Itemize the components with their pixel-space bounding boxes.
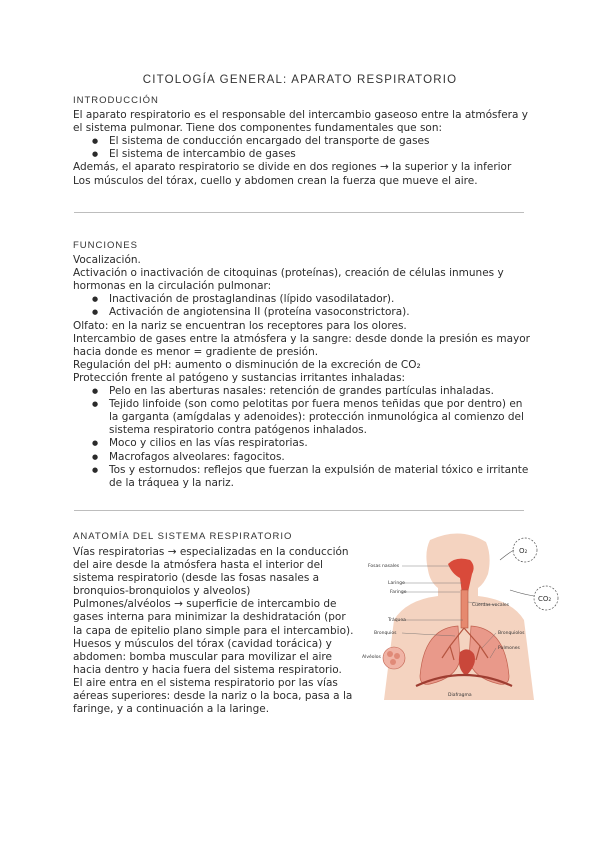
intro-paragraph-3: Los músculos del tórax, cuello y abdomen crean la fuerza que mueve el aire. bbox=[73, 174, 478, 187]
anatomia-paragraph-1: Vías respiratorias → especializadas en la conducción del aire desde la atmósfera hasta el interior del sistema respiratorio (desde las fosas nasales a bronquios-bronquiolos y alveolos) bbox=[73, 546, 349, 598]
divider-1 bbox=[74, 212, 524, 213]
funciones-bullet-7: ● Tos y estornudos: reflejos que fuerzan la expulsión de material tóxico e irritante de la tráquea y la nariz. bbox=[109, 464, 535, 490]
funciones-paragraph-4: Intercambio de gases entre la atmósfera y la sangre: desde donde la presión es mayor hacia donde es menor = gradiente de presión. bbox=[73, 332, 530, 358]
label-laringe: Laringe bbox=[388, 581, 405, 586]
funciones-paragraph-1: Vocalización. bbox=[73, 254, 141, 267]
funciones-bullet-4: ● Tejido linfoide (son como pelotitas por fuera menos teñidas que por dentro) en la garganta (amígdalas y adenoides): protección inmunológica al comienzo del sistema respiratorio contra patógenos inhalados. bbox=[109, 398, 535, 437]
co2-label: CO₂ bbox=[538, 595, 552, 603]
o2-arrow bbox=[500, 550, 514, 560]
respiratory-illustration bbox=[360, 530, 560, 700]
page-title: CITOLOGÍA GENERAL: APARATO RESPIRATORIO bbox=[142, 74, 458, 86]
anatomia-heading: ANATOMÍA DEL SISTEMA RESPIRATORIO bbox=[73, 531, 293, 542]
divider-2 bbox=[74, 510, 524, 511]
alveoli-cluster bbox=[383, 647, 405, 669]
o2-label: O₂ bbox=[519, 547, 528, 555]
funciones-paragraph-3: Olfato: en la nariz se encuentran los receptores para los olores. bbox=[73, 319, 407, 332]
respiratory-system-figure bbox=[360, 530, 560, 700]
anatomia-text bbox=[73, 546, 358, 716]
funciones-heading: FUNCIONES bbox=[73, 240, 138, 251]
intro-section bbox=[73, 94, 535, 188]
intro-heading: INTRODUCCIÓN bbox=[73, 95, 159, 106]
anatomia-paragraph-3: Huesos y músculos del tórax (cavidad torácica) y abdomen: bomba muscular para movilizar el aire hacia dentro y hacia fuera del sistema respiratorio. bbox=[73, 637, 342, 676]
alveolus bbox=[390, 659, 396, 665]
label-faringe: Faringe bbox=[390, 590, 407, 595]
trachea bbox=[461, 590, 468, 628]
funciones-bullet-3: ● Pelo en las aberturas nasales: retención de grandes partículas inhaladas. bbox=[109, 385, 535, 398]
anatomia-paragraph-2: Pulmones/alvéolos → superficie de intercambio de gases interna para minimizar la deshidratación (por la capa de epitelio plano simple para el intercambio). bbox=[73, 598, 354, 637]
label-bronquiolos: Bronquiolos bbox=[498, 631, 525, 636]
alveolus bbox=[387, 651, 393, 657]
intro-paragraph-1: El aparato respiratorio es el responsable del intercambio gaseoso entre la atmósfera y el sistema pulmonar. Tiene dos componentes fundamentales que son: bbox=[73, 109, 528, 135]
anatomia-paragraph-4: El aire entra en el sistema respiratorio por las vías aéreas superiores: desde la nariz o la boca, pasa a la faringe, y a continuación a la laringe. bbox=[73, 676, 353, 716]
label-traquea: Tráquea bbox=[388, 618, 406, 623]
alveolus bbox=[394, 653, 400, 659]
funciones-paragraph-2: Activación o inactivación de citoquinas (proteínas), creación de células inmunes y hormonas en la circulación pulmonar: bbox=[73, 267, 504, 293]
intro-paragraph-2: Además, el aparato respiratorio se divide en dos regiones → la superior y la inferior bbox=[73, 161, 512, 174]
funciones-bullet-1: ● Inactivación de prostaglandinas (lípido vasodilatador). bbox=[109, 293, 535, 306]
label-diafragma: Diafragma bbox=[448, 693, 472, 698]
intro-list bbox=[73, 135, 535, 161]
funciones-paragraph-6: Protección frente al patógeno y sustancias irritantes inhaladas: bbox=[73, 371, 406, 384]
funciones-bullet-2: ● Activación de angiotensina II (proteína vasoconstrictora). bbox=[109, 306, 535, 319]
label-pulmones: Pulmones bbox=[498, 646, 520, 651]
anatomia-heading-wrap bbox=[73, 530, 363, 545]
funciones-section bbox=[73, 239, 535, 490]
funciones-list-2 bbox=[73, 385, 535, 490]
funciones-list-1 bbox=[73, 293, 535, 319]
intro-bullet-2: ● El sistema de intercambio de gases bbox=[109, 148, 535, 161]
funciones-bullet-5: ● Moco y cilios en las vías respiratorias. bbox=[109, 437, 535, 450]
label-alveolos: Alvéolos bbox=[362, 655, 381, 660]
funciones-bullet-6: ● Macrofagos alveolares: fagocitos. bbox=[109, 451, 535, 464]
co2-arrow bbox=[510, 590, 534, 596]
label-fosas-nasales: Fosas nasales bbox=[368, 564, 400, 569]
intro-bullet-1: ● El sistema de conducción encargado del transporte de gases bbox=[109, 135, 535, 148]
label-bronquios: Bronquios bbox=[374, 631, 397, 636]
label-cuerdas-vocales: Cuerdas vocales bbox=[472, 603, 509, 608]
funciones-paragraph-5: Regulación del pH: aumento o disminución de la excreción de CO₂ bbox=[73, 358, 421, 371]
